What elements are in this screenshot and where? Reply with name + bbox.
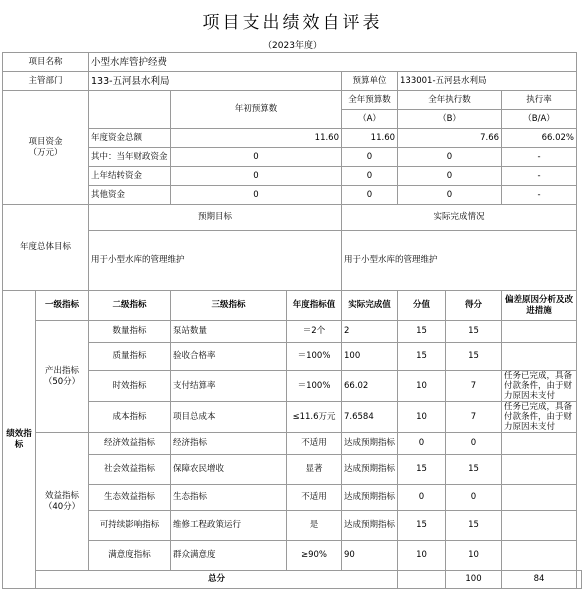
- perf-l2: 经济效益指标: [89, 433, 171, 455]
- funds-row-initial: 0: [171, 167, 342, 186]
- perf-l3: 生态指标: [171, 485, 287, 511]
- funds-row-executed: 0: [398, 167, 502, 186]
- funds-sub-ba: （B/A）: [502, 110, 577, 129]
- perf-row: [3, 321, 582, 343]
- perf-score: 15: [398, 343, 446, 371]
- perf-l2: 可持续影响指标: [89, 511, 171, 541]
- perf-l3: 支付结算率: [171, 371, 287, 402]
- perf-header-got: 得分: [446, 291, 502, 321]
- perf-score: 15: [398, 455, 446, 485]
- perf-header-note: 偏差原因分析及改进措施: [502, 291, 577, 321]
- perf-got: 7: [446, 402, 502, 433]
- goals-actual-text: 用于小型水库的管理维护: [342, 231, 577, 291]
- perf-l3: 保障农民增收: [171, 455, 287, 485]
- perf-target: ＝100%: [287, 343, 342, 371]
- perf-l2: 数量指标: [89, 321, 171, 343]
- perf-note: [502, 511, 577, 541]
- dept-label: 主管部门: [3, 72, 89, 91]
- funds-row-name: 年度资金总额: [89, 129, 171, 148]
- perf-score: 15: [398, 511, 446, 541]
- funds-row-annual: 0: [342, 186, 398, 205]
- perf-header-l3: 三级指标: [171, 291, 287, 321]
- dept-value: 133-五河县水利局: [89, 72, 342, 91]
- perf-got: 7: [446, 371, 502, 402]
- goals-actual-header: 实际完成情况: [342, 205, 577, 231]
- perf-header-target: 年度指标值: [287, 291, 342, 321]
- perf-row: [3, 511, 582, 541]
- perf-target: ≥90%: [287, 541, 342, 571]
- funds-header-rate: 执行率: [502, 91, 577, 110]
- perf-row: [3, 402, 582, 433]
- perf-row: [3, 485, 582, 511]
- perf-actual: 2: [342, 321, 398, 343]
- funds-sub-a: （A）: [342, 110, 398, 129]
- funds-row-name: 其中：当年财政资金: [89, 148, 171, 167]
- perf-l2: 成本指标: [89, 402, 171, 433]
- perf-l2: 生态效益指标: [89, 485, 171, 511]
- perf-got: 15: [446, 321, 502, 343]
- perf-row: [3, 343, 582, 371]
- funds-header-blank: [89, 91, 171, 129]
- perf-note: [502, 343, 577, 371]
- perf-l2: 质量指标: [89, 343, 171, 371]
- perf-note: [502, 433, 577, 455]
- funds-header-initial: 年初预算数: [171, 91, 342, 129]
- project-name-value: 小型水库管护经费: [89, 53, 577, 72]
- perf-target: 不适用: [287, 433, 342, 455]
- perf-header-l2: 二级指标: [89, 291, 171, 321]
- goals-expected-text: 用于小型水库的管理维护: [89, 231, 342, 291]
- perf-score: 10: [398, 371, 446, 402]
- perf-l2: 时效指标: [89, 371, 171, 402]
- funds-row-rate: -: [502, 167, 577, 186]
- perf-note: [502, 455, 577, 485]
- perf-got: 15: [446, 343, 502, 371]
- perf-row: [3, 433, 582, 455]
- page-title: 项目支出绩效自评表: [202, 13, 383, 33]
- perf-note-text: 任务已完成，具备付款条件，由于财力原因未支付: [504, 402, 573, 432]
- perf-score: 10: [398, 402, 446, 433]
- funds-row: [3, 148, 582, 167]
- total-label: 总分: [36, 571, 398, 589]
- funds-label-text: 项目资金 （万元）: [28, 136, 63, 158]
- perf-actual: 100: [342, 343, 398, 371]
- funds-row-name: 上年结转资金: [89, 167, 171, 186]
- funds-row-executed: 0: [398, 186, 502, 205]
- perf-score: 10: [398, 541, 446, 571]
- perf-l3: 群众满意度: [171, 541, 287, 571]
- perf-got: 15: [446, 511, 502, 541]
- perf-actual: 达成预期指标: [342, 485, 398, 511]
- benefit-label: 效益指标（40分）: [36, 433, 89, 571]
- funds-row-rate: -: [502, 148, 577, 167]
- perf-note: [502, 402, 577, 433]
- funds-header-executed: 全年执行数: [398, 91, 502, 110]
- perf-note: [502, 371, 577, 402]
- funds-row: [3, 129, 582, 148]
- unit-value: 133001-五河县水利局: [398, 72, 577, 91]
- perf-actual: 达成预期指标: [342, 455, 398, 485]
- perf-note: [502, 485, 577, 511]
- perf-l3: 项目总成本: [171, 402, 287, 433]
- perf-l2: 社会效益指标: [89, 455, 171, 485]
- perf-l2: 满意度指标: [89, 541, 171, 571]
- perf-note: [502, 541, 577, 571]
- perf-l3: 泵站数量: [171, 321, 287, 343]
- funds-sub-b: （B）: [398, 110, 502, 129]
- perf-target: ＝2个: [287, 321, 342, 343]
- perf-note: [502, 321, 577, 343]
- perf-label: 绩效指标: [3, 291, 36, 589]
- perf-l3: 维修工程政策运行: [171, 511, 287, 541]
- output-label: 产出指标（50分）: [36, 321, 89, 433]
- perf-actual: 达成预期指标: [342, 511, 398, 541]
- funds-row-annual: 0: [342, 148, 398, 167]
- unit-label: 预算单位: [342, 72, 398, 91]
- perf-target: ＝100%: [287, 371, 342, 402]
- perf-score: 15: [398, 321, 446, 343]
- perf-target: ≤11.6万元: [287, 402, 342, 433]
- funds-row-annual: 11.60: [342, 129, 398, 148]
- perf-header-l1: 一级指标: [36, 291, 89, 321]
- funds-header-annual: 全年预算数: [342, 91, 398, 110]
- perf-header-score: 分值: [398, 291, 446, 321]
- perf-actual: 90: [342, 541, 398, 571]
- perf-target: 显著: [287, 455, 342, 485]
- funds-row: [3, 167, 582, 186]
- funds-row-executed: 0: [398, 148, 502, 167]
- perf-l3: 经济指标: [171, 433, 287, 455]
- perf-row: [3, 371, 582, 402]
- perf-target: 是: [287, 511, 342, 541]
- perf-actual: 达成预期指标: [342, 433, 398, 455]
- goals-label: 年度总体目标: [3, 205, 89, 291]
- goals-expected-header: 预期目标: [89, 205, 342, 231]
- total-got: 84: [502, 571, 577, 589]
- funds-row-executed: 7.66: [398, 129, 502, 148]
- perf-note-text: 任务已完成，具备付款条件，由于财力原因未支付: [504, 371, 573, 401]
- perf-actual: 66.02: [342, 371, 398, 402]
- funds-row-initial: 0: [171, 148, 342, 167]
- funds-row-initial: 0: [171, 186, 342, 205]
- funds-row-rate: -: [502, 186, 577, 205]
- perf-score: 0: [398, 485, 446, 511]
- project-name-label: 项目名称: [3, 53, 89, 72]
- funds-row-initial: 11.60: [171, 129, 342, 148]
- perf-score: 0: [398, 433, 446, 455]
- evaluation-table: [2, 52, 582, 589]
- perf-got: 15: [446, 455, 502, 485]
- funds-row-annual: 0: [342, 167, 398, 186]
- perf-got: 0: [446, 433, 502, 455]
- perf-got: 10: [446, 541, 502, 571]
- funds-label: [3, 91, 89, 205]
- year-label: （2023年度）: [263, 41, 322, 51]
- total-note-blank: [577, 571, 582, 589]
- perf-row: [3, 541, 582, 571]
- total-score: 100: [446, 571, 502, 589]
- funds-row-rate: 66.02%: [502, 129, 577, 148]
- funds-row-name: 其他资金: [89, 186, 171, 205]
- funds-row: [3, 186, 582, 205]
- perf-l3: 验收合格率: [171, 343, 287, 371]
- perf-actual: 7.6584: [342, 402, 398, 433]
- perf-header-actual: 实际完成值: [342, 291, 398, 321]
- perf-row: [3, 455, 582, 485]
- perf-got: 0: [446, 485, 502, 511]
- total-actual-blank: [398, 571, 446, 589]
- perf-target: 不适用: [287, 485, 342, 511]
